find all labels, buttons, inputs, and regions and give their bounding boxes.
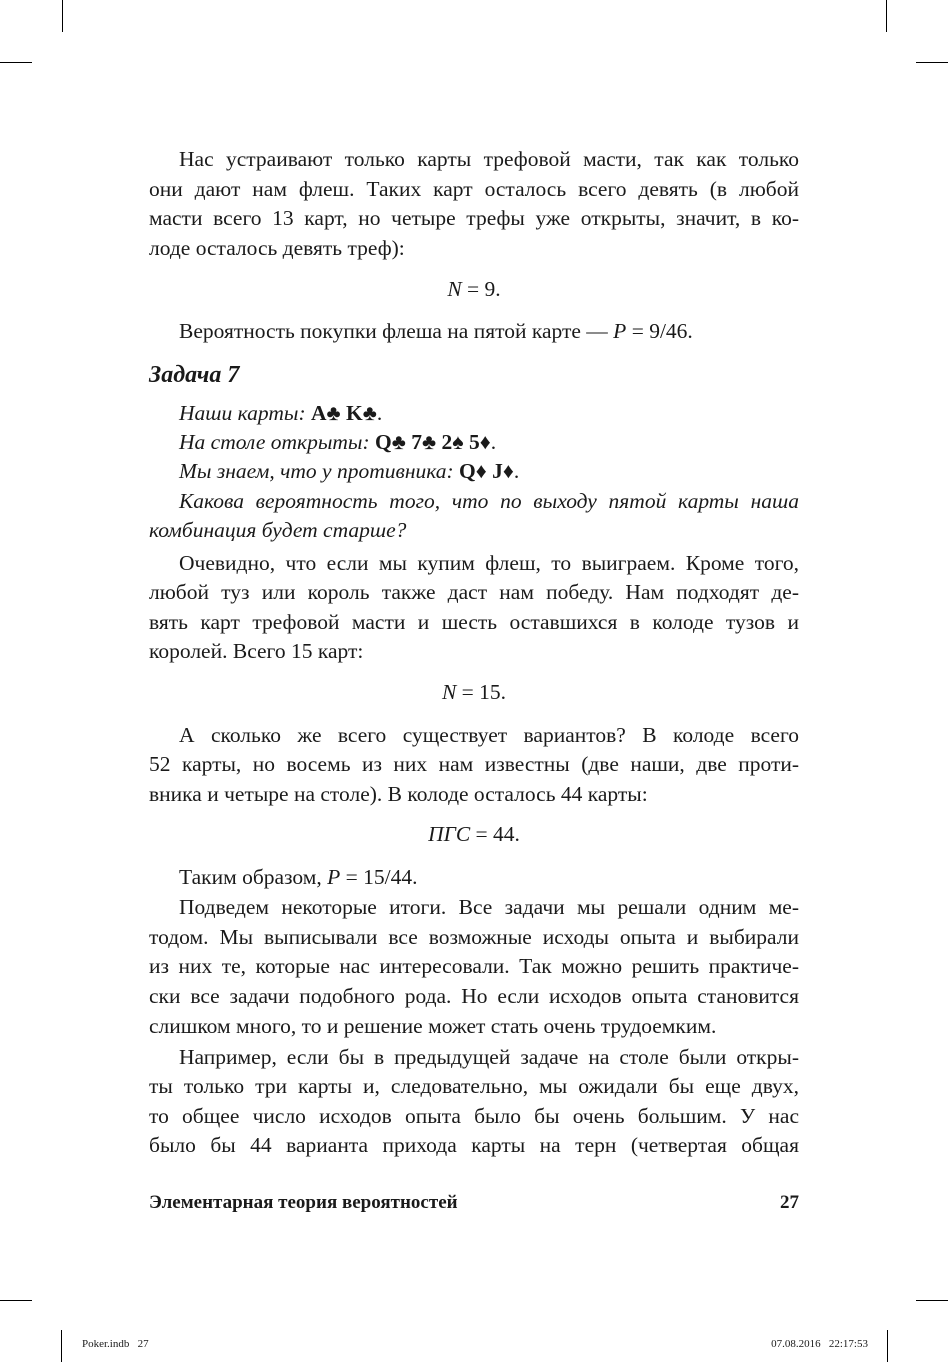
equation-value: = 15/44. [340, 865, 418, 889]
cards-line [179, 427, 799, 457]
paragraph-line: вять карт трефовой масти и шесть оставшихся в колоде тузов и [149, 610, 799, 634]
paragraph-line: Подведем некоторые итоги. Все задачи мы решали одним ме- [179, 895, 799, 919]
running-footer [149, 1192, 799, 1214]
punct: . [513, 459, 520, 483]
paragraph-line: было бы 44 варианта прихода карты на терн (четвертая общая [149, 1133, 799, 1157]
cards-value: Q♦ J♦ [459, 459, 514, 483]
paragraph-line: они дают нам флеш. Таких карт осталось всего девять (в любой [149, 177, 799, 201]
paragraph-line [179, 316, 799, 346]
paragraph-line: Очевидно, что если мы купим флеш, то выиграем. Кроме того, [179, 551, 799, 575]
crop-mark [886, 0, 887, 32]
section-heading: Задача 7 [149, 362, 240, 388]
cards-value: A♣ K♣ [311, 401, 377, 425]
crop-mark [0, 1300, 32, 1301]
equation-var: P [327, 865, 341, 889]
text: Вероятность покупки флеша на пятой карте — [179, 319, 614, 343]
paragraph-line [179, 862, 799, 892]
equation-value: = 44. [470, 822, 520, 846]
page-number: 27 [780, 1192, 799, 1213]
equation-value: = 9/46. [626, 319, 693, 343]
paragraph-line: Например, если бы в предыдущей задаче на столе были откры- [179, 1045, 799, 1069]
crop-mark [887, 1330, 888, 1362]
cards-value: Q♣ 7♣ 2♠ 5♦ [375, 430, 491, 454]
cards-line [179, 456, 799, 486]
punct: . [376, 401, 383, 425]
slug-datetime: 07.08.2016 22:17:53 [771, 1338, 868, 1350]
paragraph-line: слишком много, то и решение может стать очень трудоемким. [149, 1014, 717, 1038]
question-line: комбинация будет старше? [149, 518, 407, 542]
equation [149, 274, 799, 304]
paragraph-line: королей. Всего 15 карт: [149, 639, 364, 663]
cards-label: На столе открыты: [179, 430, 376, 454]
cards-line [179, 398, 799, 428]
equation-value: = 9. [461, 277, 501, 301]
equation-var: ПГС [428, 822, 471, 846]
punct: . [490, 430, 497, 454]
paragraph-line: А сколько же всего существует вариантов? В колоде всего [179, 723, 799, 747]
paragraph-line: любой туз или король также даст нам победу. Нам подходят де- [149, 580, 799, 604]
equation [149, 677, 799, 707]
crop-mark [61, 1330, 62, 1362]
equation-var: P [613, 319, 627, 343]
paragraph-line: масти всего 13 карт, но четыре трефы уже открыты, значит, в ко- [149, 206, 799, 230]
paragraph-line: из них те, которые нас интересовали. Так можно решить практиче- [149, 954, 799, 978]
equation-var: N [447, 277, 462, 301]
equation-value: = 15. [456, 680, 507, 704]
equation [149, 819, 799, 849]
paragraph-line: ты только три карты и, следовательно, мы ожидали бы еще двух, [149, 1074, 799, 1098]
crop-mark [916, 62, 948, 63]
equation-var: N [441, 680, 457, 704]
question-line: Какова вероятность того, что по выходу пятой карты наша [179, 489, 799, 513]
paragraph-line: то общее число исходов опыта было бы очень большим. У нас [149, 1104, 799, 1128]
footer-title: Элементарная теория вероятностей [149, 1192, 458, 1213]
text: Таким образом, [179, 865, 328, 889]
paragraph-line: лоде осталось девять треф): [149, 236, 405, 260]
paragraph-line: Нас устраивают только карты трефовой масти, так как только [179, 147, 799, 171]
paragraph-line: вника и четыре на столе). В колоде осталось 44 карты: [149, 782, 648, 806]
paragraph-line: 52 карты, но восемь из них нам известны (две наши, две проти- [149, 752, 799, 776]
slug-file: Poker.indb 27 [82, 1338, 149, 1350]
crop-mark [916, 1300, 948, 1301]
cards-label: Наши карты: [179, 401, 311, 425]
cards-label: Мы знаем, что у противника: [179, 459, 460, 483]
crop-mark [0, 62, 32, 63]
crop-mark [62, 0, 63, 32]
paragraph-line: тодом. Мы выписывали все возможные исходы опыта и выбирали [149, 925, 799, 949]
paragraph-line: ски все задачи подобного рода. Но если исходов опыта становится [149, 984, 799, 1008]
